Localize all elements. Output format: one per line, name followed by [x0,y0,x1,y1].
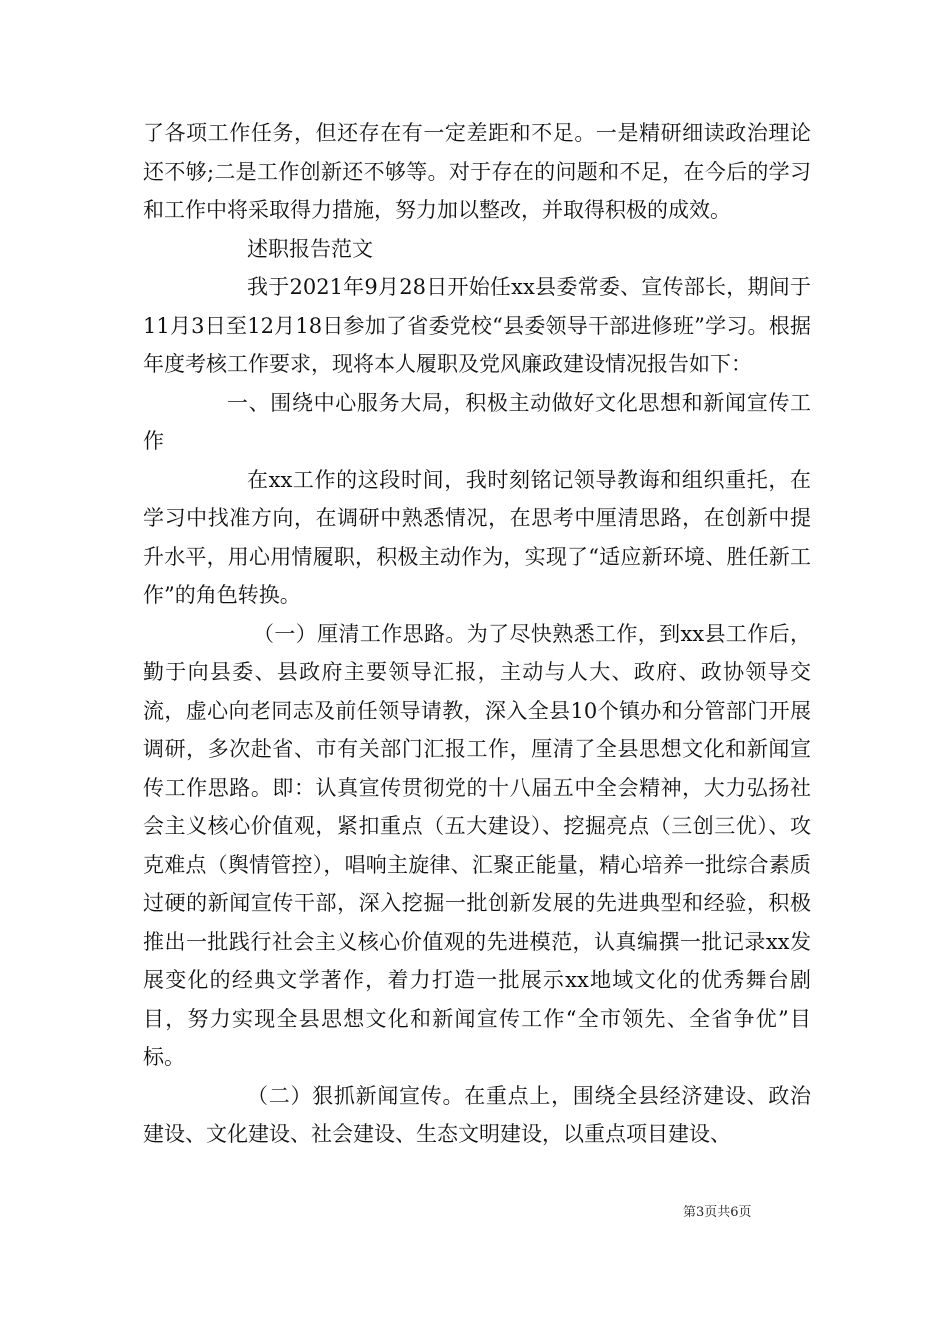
paragraph-overview: 在xx工作的这段时间，我时刻铭记领导教诲和组织重托，在学习中找准方向，在调研中熟悉情况，在思考中厘清思路，在创新中提升水平，用心用情履职，积极主动作为，实现了“适应新环境、胜任新工作”的角色转换。 [143,467,811,607]
document-body [143,114,811,1154]
heading-part-one: 一、围绕中心服务大局，积极主动做好文化思想和新闻宣传工作 [143,390,811,453]
section-title: 述职报告范文 [247,236,373,261]
page-number: 第3页共6页 [683,1205,752,1220]
paragraph-item-two: （二）狠抓新闻宣传。在重点上，围绕全县经济建设、政治建设、文化建设、社会建设、生态文明建设，以重点项目建设、 [143,1083,811,1146]
paragraph-item-one: （一）厘清工作思路。为了尽快熟悉工作，到xx县工作后，勤于向县委、县政府主要领导汇报，主动与人大、政府、政协领导交流，虚心向老同志及前任领导请教，深入全县10个镇办和分管部门开展调研，多次赴省、市有关部门汇报工作，厘清了全县思想文化和新闻宣传工作思路。即：认真宣传贯彻党的十八届五中全会精神，大力弘扬社会主义核心价值观，紧扣重点（五大建设）、挖掘亮点（三创三优）、攻克难点（舆情管控），唱响主旋律、汇聚正能量，精心培养一批综合素质过硬的新闻宣传干部，深入挖掘一批创新发展的先进典型和经验，积极推出一批践行社会主义核心价值观的先进模范，认真编撰一批记录xx发展变化的经典文学著作，着力打造一批展示xx地域文化的优秀舞台剧目，努力实现全县思想文化和新闻宣传工作“全市领先、全省争优”目标。 [143,621,811,1069]
paragraph-continuation: 了各项工作任务，但还存在有一定差距和不足。一是精研细读政治理论还不够;二是工作创新还不够等。对于存在的问题和不足，在今后的学习和工作中将采取得力措施，努力加以整改，并取得积极的成效。 [143,121,811,222]
paragraph-intro: 我于2021年9月28日开始任xx县委常委、宣传部长，期间于11月3日至12月18日参加了省委党校“县委领导干部进修班”学习。根据年度考核工作要求，现将本人履职及党风廉政建设情况报告如下： [143,275,811,376]
